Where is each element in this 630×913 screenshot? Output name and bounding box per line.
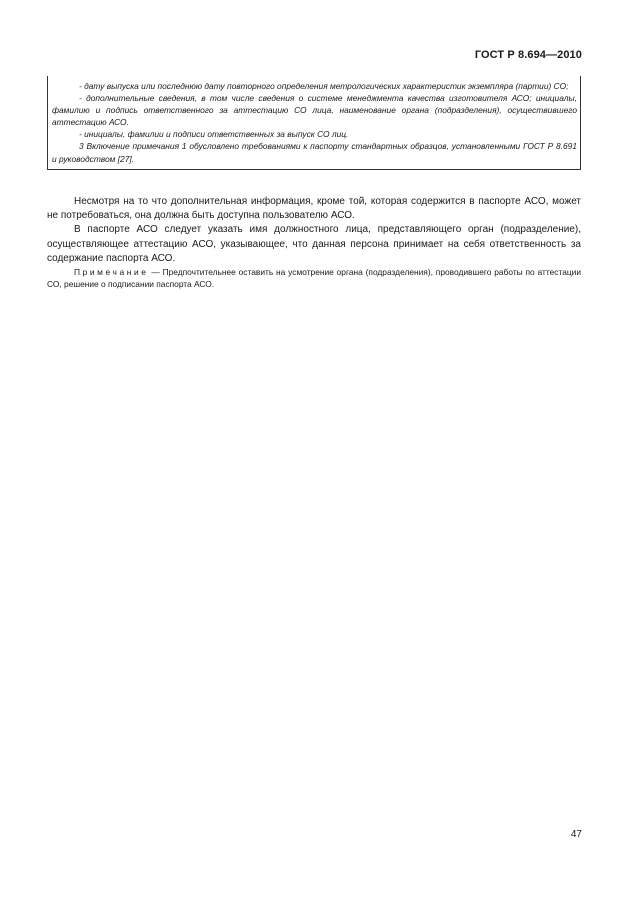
boxed-item-signatures: - инициалы, фамилии и подписи ответственных за выпуск СО лиц. bbox=[79, 129, 349, 140]
page-number: 47 bbox=[570, 829, 582, 840]
document-header: ГОСТ Р 8.694—2010 bbox=[474, 49, 582, 61]
body-paragraph-1: Несмотря на то что дополнительная информация, кроме той, которая содержится в паспорте АСО, может не потребоваться, она должна быть доступна пользователю АСО. bbox=[47, 196, 581, 222]
body-paragraph-2: В паспорте АСО следует указать имя должностного лица, представляющего орган (подразделение), осуществляющее аттестацию АСО, указывающее, что данная персона принимает на себя ответственность за содержание паспорта АСО. bbox=[47, 224, 581, 264]
boxed-item-release-date: - дату выпуска или последнюю дату повторного определения метрологических характеристик экземпляра (партии) СО; bbox=[79, 81, 569, 91]
body-text bbox=[47, 195, 581, 266]
note-label: Примечание bbox=[74, 267, 149, 277]
boxed-item-additional-info: - дополнительные сведения, в том числе сведения о системе менеджмента качества изготовителя АСО; инициалы, фамилию и подпись ответственного за аттестацию СО лица, наименование органа (подразделения), осуществившего аттестацию АСО. bbox=[52, 93, 577, 128]
note-text: — Предпочтительнее оставить на усмотрение органа (подразделения), проводившего работы по аттестации СО, решение о подписании паспорта АСО. bbox=[47, 267, 582, 290]
boxed-footnote-block bbox=[47, 76, 581, 170]
boxed-note-3: 3 Включение примечания 1 обусловлено требованиями к паспорту стандартных образцов, установленными ГОСТ Р 8.691 и руководством [27]. bbox=[52, 141, 577, 164]
note-paragraph bbox=[47, 266, 581, 290]
